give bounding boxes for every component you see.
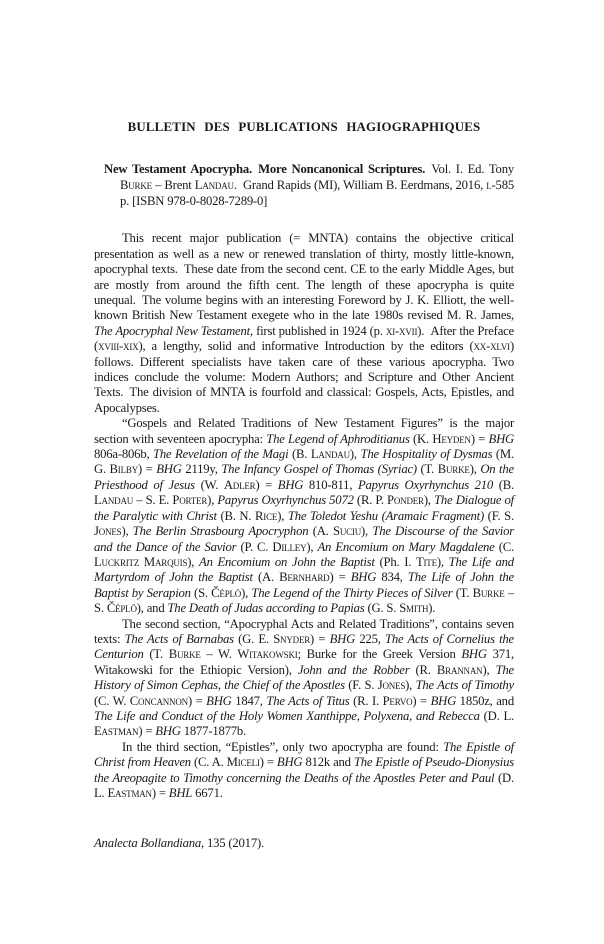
text-run: (S. xyxy=(190,585,212,600)
text-run: ) = xyxy=(310,631,330,646)
text-run: Jones xyxy=(377,678,406,693)
text-run: ), xyxy=(482,662,496,677)
text-run: An Encomium on John the Baptist xyxy=(199,554,375,569)
review-paragraph-overview xyxy=(94,231,514,416)
text-run: . Grand Rapids (MI), William B. Eerdmans, 2016, xyxy=(233,177,487,192)
text-run: ) = xyxy=(255,477,278,492)
text-run: (R. I. xyxy=(349,693,383,708)
text-run: ). After the Preface ( xyxy=(94,323,514,354)
text-run: BHG xyxy=(350,570,377,585)
text-run: (T. xyxy=(143,647,169,662)
text-block xyxy=(94,0,514,801)
text-run: (K. xyxy=(409,431,433,446)
text-run: The Life and Martyrdom of John the Baptist xyxy=(94,554,514,585)
text-run: xx-xlvi xyxy=(473,339,510,354)
text-run: The Epistle of Christ from Heaven xyxy=(94,739,514,770)
text-run: – Brent xyxy=(151,177,195,192)
text-run: Porter xyxy=(172,493,208,508)
text-run: Landau xyxy=(194,177,234,192)
text-run: On the Priesthood of Jesus xyxy=(94,462,514,492)
text-run: Luckritz Marquis xyxy=(94,554,188,569)
text-run: 135 (2017). xyxy=(203,836,264,850)
text-run: ), xyxy=(187,554,200,569)
text-run: (M. G. xyxy=(94,447,514,477)
text-run: ), a lengthy, solid and informative Introduction by the editors ( xyxy=(138,339,474,354)
text-run: An Encomium on Mary Magdalene xyxy=(317,539,495,554)
text-run: Dilley xyxy=(272,539,307,554)
text-run: BHG xyxy=(329,631,356,646)
text-run: (W. xyxy=(194,477,224,492)
text-run: BHG xyxy=(156,462,182,477)
text-run: The Legend of Aphroditianus xyxy=(266,431,410,446)
text-run: ) = xyxy=(470,431,489,446)
text-run: ; Burke for the Greek Version xyxy=(297,647,462,662)
text-run: BHG xyxy=(206,693,232,708)
text-run: The Acts of Titus xyxy=(266,693,350,708)
text-run: Concannon xyxy=(129,693,188,708)
text-run: Ponder xyxy=(387,493,424,508)
text-run: Burke xyxy=(168,647,201,662)
text-run: ), xyxy=(241,585,252,600)
text-run: ), xyxy=(423,493,435,508)
text-run: The Discourse of the Savior and the Dance of the Savior xyxy=(94,524,514,554)
text-run: Snyder xyxy=(273,631,311,646)
text-run: ) = xyxy=(187,693,207,708)
text-run: The Acts of Barnabas xyxy=(124,631,234,646)
text-run: 1850z, and xyxy=(456,693,514,708)
text-run: (Ph. I. xyxy=(374,554,416,569)
text-run: Brannan xyxy=(436,662,483,677)
text-run: The History of Simon Cephas, the Chief of the Apostles xyxy=(94,662,514,693)
text-run: (D. L. xyxy=(479,708,514,723)
text-run: In the third section, “Epistles”, only two apocrypha are found: xyxy=(122,739,444,754)
text-run: Pervo xyxy=(382,693,413,708)
text-run: 6671. xyxy=(192,786,223,801)
text-run: – W. xyxy=(200,647,238,662)
text-run: Burke xyxy=(437,462,470,477)
review-paragraph-acts-section xyxy=(94,617,514,740)
text-run: l xyxy=(486,177,492,192)
text-run: 812k and xyxy=(302,755,354,770)
text-run: (C. xyxy=(494,539,514,554)
book-reference-heading xyxy=(104,162,514,209)
text-run: 225, xyxy=(355,631,386,646)
text-run: (C. A. xyxy=(190,755,227,770)
text-run: Witakowski xyxy=(237,647,298,662)
text-run: (F. S. xyxy=(344,678,378,693)
text-run: Miceli xyxy=(226,755,260,770)
text-run: 806a-806b, xyxy=(94,447,154,462)
text-run: BHG xyxy=(430,693,457,708)
text-run: ), xyxy=(405,678,416,693)
running-title: BULLETIN DES PUBLICATIONS HAGIOGRAPHIQUES xyxy=(127,120,481,134)
text-run: The Legend of the Thirty Pieces of Silver xyxy=(251,585,453,600)
text-run: ), xyxy=(349,447,361,462)
text-run: (B. xyxy=(493,477,514,492)
text-run: (A. xyxy=(308,524,333,539)
text-run: New Testament Apocrypha. More Noncanonical Scriptures. xyxy=(104,162,426,176)
text-run: The Life of John the Baptist by Serapion xyxy=(94,570,514,600)
text-run: Smith xyxy=(399,601,429,616)
text-run: ), xyxy=(277,508,288,523)
text-run: (T. xyxy=(452,585,473,600)
text-run: 1877-1877b. xyxy=(180,724,247,739)
text-run: ) = xyxy=(259,755,277,770)
text-run: (F. S. xyxy=(484,508,514,523)
text-run: (R. xyxy=(409,662,437,677)
text-run: Suciu xyxy=(332,524,362,539)
text-run: (R. P. xyxy=(353,493,387,508)
text-run: Burke xyxy=(120,177,152,192)
text-run: -585 p. [ISBN 978-0-8028-7289-0] xyxy=(120,177,514,208)
text-run: BHL xyxy=(168,786,193,801)
text-run: ) = xyxy=(138,724,156,739)
text-run: Landau xyxy=(94,493,134,508)
text-run: (G. E. xyxy=(233,631,274,646)
text-run: John and the Robber xyxy=(297,662,410,677)
text-run: (A. xyxy=(252,570,280,585)
text-run: The Infancy Gospel of Thomas (Syriac) xyxy=(221,462,417,477)
text-run: “Gospels and Related Traditions of New Testament Figures” is the major section with seventeen apocrypha: xyxy=(94,416,514,446)
text-run: BHG xyxy=(276,755,303,770)
text-run: The Life and Conduct of the Holy Women Xanthippe, Polyxena, and Rebecca xyxy=(94,708,480,723)
text-run: BHG xyxy=(155,724,181,739)
text-run: The Death of Judas according to Papias xyxy=(167,601,365,616)
text-run: ), xyxy=(469,462,481,477)
text-run: ) = xyxy=(329,570,351,585)
text-run: The Epistle of Pseudo-Dionysius the Areopagite to Timothy concerning the Deaths of the Apostles Peter and Paul xyxy=(94,755,514,785)
text-run: (B. N. xyxy=(216,508,256,523)
review-body xyxy=(94,231,514,801)
text-run: Rice xyxy=(255,508,278,523)
text-run: 371, Witakowski for the Ethiopic Version), xyxy=(94,647,514,677)
text-run: The Berlin Strasbourg Apocryphon xyxy=(132,524,309,539)
text-run: Landau xyxy=(310,447,350,462)
text-run: ). xyxy=(428,601,436,616)
text-run: BHG xyxy=(277,477,304,492)
text-run: The Apocryphal New Testament, xyxy=(94,323,253,338)
text-run: – S. xyxy=(94,585,514,616)
text-run: The Acts of Timothy xyxy=(415,678,514,693)
text-run: 810-811, xyxy=(303,477,358,492)
text-run: 1847, xyxy=(231,693,267,708)
text-run: The Toledot Yeshu (Aramaic Fragment) xyxy=(287,508,485,523)
text-run: (D. L. xyxy=(94,770,514,801)
text-run: ), xyxy=(207,493,218,508)
review-paragraph-epistles-section xyxy=(94,740,514,802)
text-run: Vol. I. Ed. Tony xyxy=(425,162,514,176)
text-run: Analecta Bollandiana, xyxy=(94,836,204,850)
text-run: Tite xyxy=(415,554,437,569)
text-run: ), xyxy=(121,524,133,539)
journal-citation-footer xyxy=(94,836,264,851)
text-run: first published in 1924 (p. xyxy=(252,323,386,338)
text-run: ) = xyxy=(412,693,431,708)
text-run: xviii-xix xyxy=(98,339,139,354)
text-run: ), xyxy=(306,539,318,554)
text-run: ), and xyxy=(136,601,168,616)
text-run: xi-xvii xyxy=(385,323,418,338)
text-run: Heyden xyxy=(432,431,471,446)
text-run: Papyrus Oxyrhynchus 210 xyxy=(357,477,494,492)
text-run: 2119y, xyxy=(181,462,222,477)
text-run: BHG xyxy=(488,431,514,446)
text-run: Čéplö xyxy=(106,601,137,616)
text-run: Papyrus Oxyrhynchus 5072 xyxy=(217,493,354,508)
text-run: (C. W. xyxy=(94,693,130,708)
text-run: Bilby xyxy=(109,462,139,477)
text-run: Eastman xyxy=(94,724,139,739)
text-run: Burke xyxy=(472,585,505,600)
text-run: Eastman xyxy=(107,786,152,801)
text-run: The Revelation of the Magi xyxy=(153,447,289,462)
text-run: ), xyxy=(436,554,449,569)
text-run: Jones xyxy=(94,524,122,539)
text-run: (P. C. xyxy=(236,539,273,554)
text-run: – S. E. xyxy=(133,493,173,508)
text-run: ) = xyxy=(151,786,169,801)
text-run: (T. xyxy=(416,462,438,477)
text-run: (G. S. xyxy=(364,601,400,616)
review-paragraph-gospels-section xyxy=(94,416,514,616)
text-run: ) = xyxy=(138,462,157,477)
text-run: Čéplö xyxy=(211,585,242,600)
text-run: This recent major publication (= MNTA) contains the objective critical presentation as well as a new or renewed translation of thirty, mostly little-known, apocryphal texts. These date from the second cent. CE to the early Middle Ages, but are mostly from around the fifth cent. The length of these apocrypha is quite unequal. The volume begins with an interesting Foreword by J. K. Elliott, the well-known British New Testament exegete who in the late 1980s revised M. R. James, xyxy=(94,231,514,323)
text-run: The Dialogue of the Paralytic with Christ xyxy=(94,493,514,523)
text-run: The Hospitality of Dysmas xyxy=(360,447,493,462)
text-run: 834, xyxy=(376,570,408,585)
text-run: (B. xyxy=(288,447,311,462)
text-run: The second section, “Apocryphal Acts and Related Traditions”, contains seven texts: xyxy=(94,616,514,646)
text-run: Bernhard xyxy=(279,570,330,585)
text-run: ) follows. Different specialists have taken care of these various apocrypha. Two indices conclude the volume: Modern Authors; and Scripture and Other Ancient Texts. The division of MNTA is fourfold and classical: Gospels, Acts, Epistles, and Apocalypses. xyxy=(94,339,514,415)
text-run: BHG xyxy=(461,647,487,662)
text-run: Adler xyxy=(223,477,256,492)
text-run: The Acts of Cornelius the Centurion xyxy=(94,631,514,662)
text-run: ), xyxy=(361,524,373,539)
